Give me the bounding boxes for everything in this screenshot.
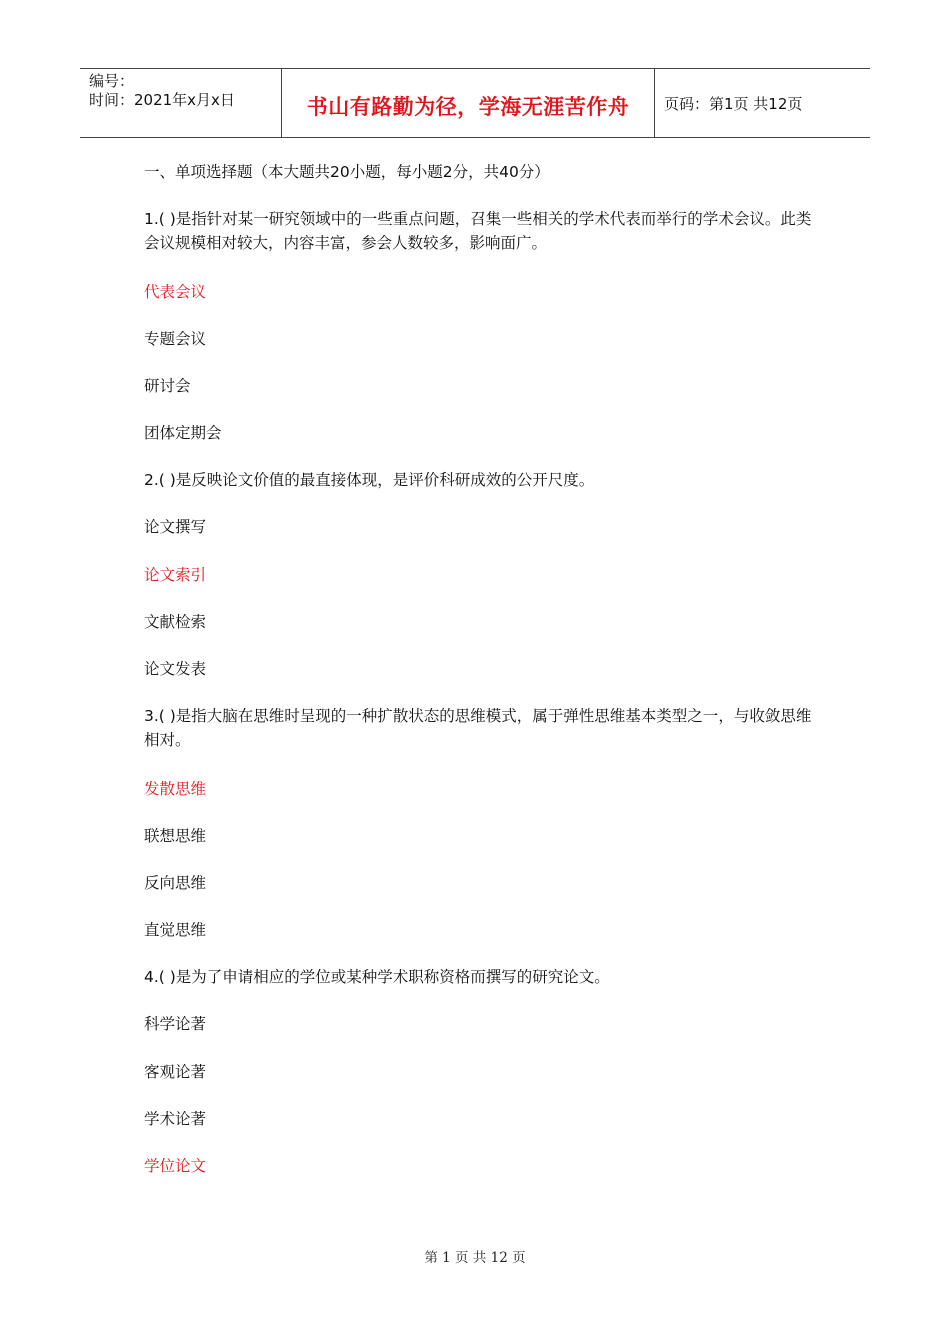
option-item-correct: 学位论文: [144, 1157, 207, 1175]
question-text: 2.( )是反映论文价值的最直接体现，是评价科研成效的公开尺度。: [144, 471, 595, 489]
option-item: 团体定期会: [144, 424, 222, 442]
option-item: 反向思维: [144, 874, 207, 892]
question-text: 4.( )是为了申请相应的学位或某种学术职称资格而撰写的研究论文。: [144, 968, 610, 986]
header-page-cell: [655, 69, 870, 137]
section-title: 一、单项选择题（本大题共20小题，每小题2分，共40分）: [144, 163, 550, 181]
document-time-label: 时间：2021年x月x日: [89, 91, 235, 109]
question-text: 1.( )是指针对某一研究领域中的一些重点问题，召集一些相关的学术代表而举行的学术会议。此类会议规模相对较大，内容丰富，参会人数较多，影响面广。: [144, 210, 812, 252]
option-item: 直觉思维: [144, 921, 207, 939]
option-item: 联想思维: [144, 827, 207, 845]
option-item: 文献检索: [144, 613, 207, 631]
page-info: 页码：第1页 共12页: [664, 95, 803, 113]
motto-text: 书山有路勤为径，学海无涯苦作舟: [306, 95, 630, 119]
option-item-correct: 代表会议: [144, 283, 207, 301]
option-item: 论文发表: [144, 660, 207, 678]
header-motto-cell: [282, 69, 655, 137]
option-item: 客观论著: [144, 1063, 207, 1081]
document-number-label: 编号：: [89, 72, 135, 90]
option-item: 学术论著: [144, 1110, 207, 1128]
question-text: 3.( )是指大脑在思维时呈现的一种扩散状态的思维模式，属于弹性思维基本类型之一，与收敛思维相对。: [144, 707, 812, 749]
option-item-correct: 论文索引: [144, 566, 207, 584]
option-item: 研讨会: [144, 377, 191, 395]
header-meta-cell: [80, 69, 282, 137]
option-item-correct: 发散思维: [144, 780, 207, 798]
option-item: 专题会议: [144, 330, 207, 348]
option-item: 科学论著: [144, 1015, 207, 1033]
option-item: 论文撰写: [144, 518, 207, 536]
page-footer: 第 1 页 共 12 页: [424, 1250, 526, 1266]
document-header: [80, 68, 870, 138]
